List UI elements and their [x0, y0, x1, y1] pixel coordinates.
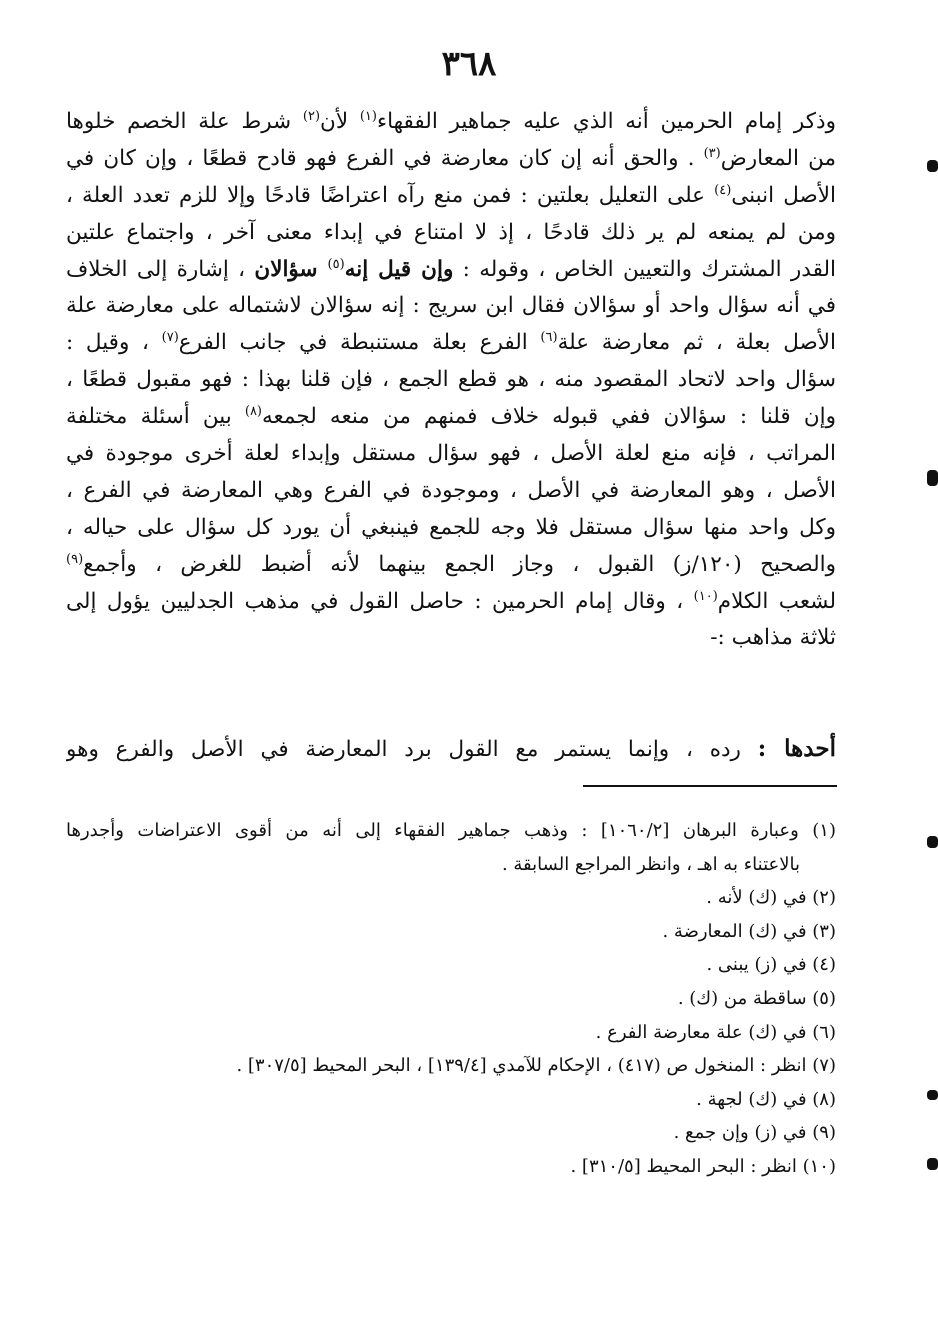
intro-line	[66, 729, 836, 769]
footnote-ref: (٦)	[540, 330, 558, 346]
margin-binding-mark	[927, 1090, 938, 1100]
text-line	[66, 436, 836, 473]
footnote-ref: (٤)	[714, 182, 732, 198]
margin-binding-mark	[927, 160, 938, 172]
text-line	[66, 215, 836, 252]
text-segment: الأصل ، وهو المعارضة في الأصل ، وموجودة في الفرع وهي المعارضة في الفرع ،	[66, 477, 836, 503]
footnote-9: (٩) في (ز) وإن جمع .	[673, 1122, 836, 1144]
text-line	[66, 178, 836, 215]
text-line	[66, 584, 836, 621]
margin-binding-mark	[927, 470, 938, 486]
text-segment: سؤال واحد لاتحاد المقصود منه ، هو قطع الجمع ، فإن قلنا بهذا : فهو مقبول قطعًا ،	[66, 367, 836, 393]
text-line	[66, 399, 836, 436]
text-segment: بين أسئلة مختلفة	[66, 404, 245, 430]
text-line	[66, 288, 836, 325]
text-segment: الأصل بعلة ، ثم معارضة علة	[557, 330, 836, 356]
text-line	[66, 362, 836, 399]
footnote-ref: (١٠)	[693, 588, 718, 604]
bold-phrase: وإن قيل إنه	[344, 256, 454, 282]
text-segment: من المعارض	[720, 145, 836, 171]
text-segment: لشعب الكلام	[717, 588, 836, 614]
text-segment: ، وقال إمام الحرمين : حاصل القول في مذهب الجدليين يؤول إلى	[66, 588, 694, 614]
text-segment: والصحيح (١٢٠/ز) القبول ، وجاز الجمع بينهما لأنه أضبط للغرض ، وأجمع	[83, 551, 836, 577]
text-segment: وكل واحد منها سؤال مستقل فلا وجه للجمع فينبغي أن يورد كل سؤال على حياله ،	[66, 514, 836, 540]
text-segment: على التعليل بعلتين : فمن منع رآه اعتراضًا قادحًا وإلا للزم تعدد العلة ،	[66, 182, 715, 208]
text-segment: القدر المشترك والتعيين الخاص ، وقوله :	[453, 256, 836, 282]
intro-rest: رده ، وإنما يستمر مع القول برد المعارضة في الأصل والفرع وهو	[66, 737, 758, 762]
footnote-divider	[583, 785, 837, 787]
text-segment: ثلاثة مذاهب :-	[710, 625, 836, 651]
text-segment: المراتب ، فإنه منع لعلة الأصل ، فهو سؤال مستقل وإبداء لعلة أخرى موجودة في	[66, 441, 836, 467]
text-segment: ومن لم يمنعه لم ير ذلك قادحًا ، إذ لا امتناع في إبداء معنى آخر ، واجتماع علتين	[66, 219, 836, 245]
text-segment: الفرع بعلة مستنبطة في جانب الفرع	[178, 330, 541, 356]
main-text-body	[66, 104, 836, 657]
footnote-ref: (١)	[359, 109, 377, 124]
text-line	[66, 104, 836, 141]
text-segment: شرط علة الخصم خلوها	[66, 109, 303, 134]
text-line	[66, 252, 836, 289]
footnote-ref: (٣)	[703, 145, 721, 161]
footnote-ref: (٨)	[244, 404, 262, 420]
text-segment: في أنه سؤال واحد أو سؤالان فقال ابن سريج : إنه سؤالان لاشتماله على معارضة علة	[66, 293, 836, 319]
text-segment: وذكر إمام الحرمين أنه الذي عليه جماهير الفقهاء	[376, 109, 836, 134]
footnote-6: (٦) في (ك) علة معارضة الفرع .	[595, 1021, 836, 1043]
text-segment: وإن قلنا : سؤالان ففي قبوله خلاف فمنهم من منعه لجمعه	[262, 404, 836, 430]
footnote-1-continued: بالاعتناء به اهـ ، وانظر المراجع السابقة .	[501, 853, 800, 875]
footnote-3: (٣) في (ك) المعارضة .	[662, 920, 836, 942]
footnote-ref: (٥)	[327, 256, 345, 272]
margin-binding-mark	[927, 1158, 938, 1170]
footnote-ref: (٩)	[66, 551, 84, 567]
footnote-7: (٧) انظر : المنخول ص (٤١٧) ، الإحكام للآمدي [١٣٩/٤] ، البحر المحيط [٣٠٧/٥] .	[236, 1055, 836, 1077]
text-segment: . والحق أنه إن كان معارضة في الفرع فهو قادح قطعًا ، وإن كان في	[66, 145, 704, 171]
footnote-1: (١) وعبارة البرهان [١٠٦٠/٢] : وذهب جماهير الفقهاء إلى أنه من أقوى الاعتراضات وأجدرها	[66, 820, 836, 841]
margin-binding-mark	[927, 836, 938, 848]
page-number: ٣٦٨	[441, 44, 497, 84]
footnote-8: (٨) في (ك) لجهة .	[696, 1088, 836, 1110]
text-line	[66, 510, 836, 547]
footnote-5: (٥) ساقطة من (ك) .	[677, 987, 836, 1009]
footnote-ref: (٢)	[302, 109, 321, 124]
footnote-4: (٤) في (ز) يبنى .	[706, 954, 836, 976]
text-line	[66, 620, 836, 657]
text-segment: لأن	[320, 109, 360, 134]
text-line	[66, 473, 836, 510]
footnotes	[66, 814, 836, 1184]
footnote-2: (٢) في (ك) لأنه .	[706, 887, 836, 909]
text-line	[66, 325, 836, 362]
text-line	[66, 547, 836, 584]
text-segment: الأصل انبنى	[731, 182, 836, 208]
bold-phrase: سؤالان	[254, 256, 328, 282]
text-line	[66, 141, 836, 178]
text-segment: ، إشارة إلى الخلاف	[66, 256, 255, 282]
intro-lead: أحدها :	[757, 735, 836, 762]
text-segment: ، وقيل :	[66, 330, 162, 356]
footnote-10: (١٠) انظر : البحر المحيط [٣١٠/٥] .	[570, 1155, 836, 1177]
footnote-ref: (٧)	[161, 330, 179, 346]
